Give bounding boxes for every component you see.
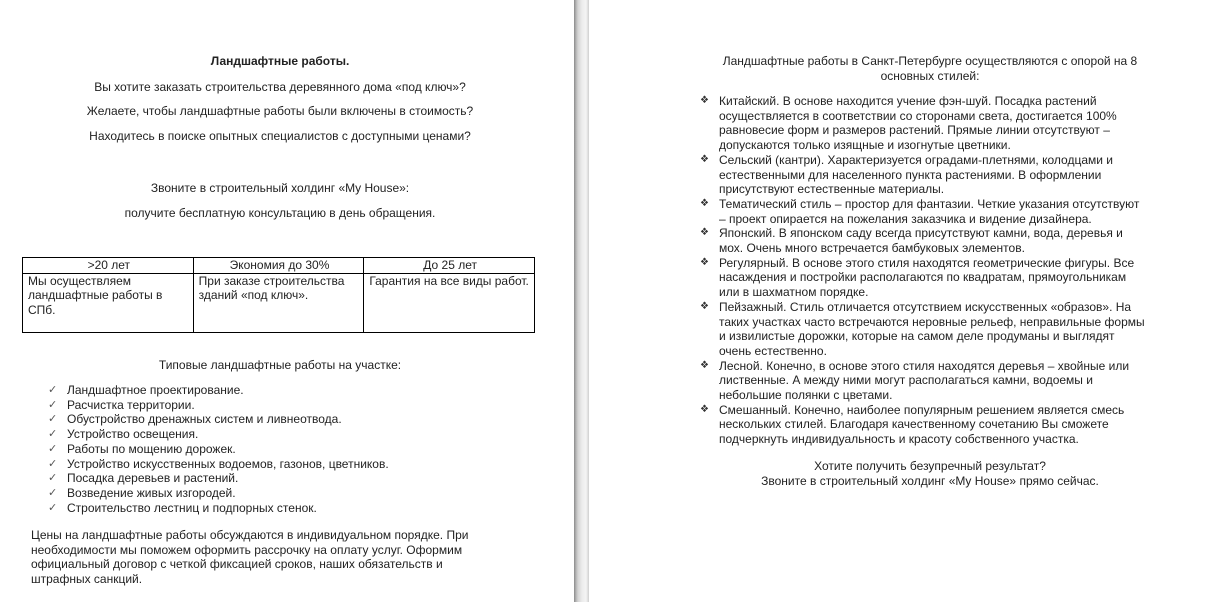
diamond-bullet-icon: ❖ xyxy=(700,153,709,165)
intro-line-3: Находитесь в поиске опытных специалистов с доступными ценами? xyxy=(89,129,471,143)
list-item xyxy=(48,501,389,516)
table-header-cell: >20 лет xyxy=(23,258,194,274)
list-item-line: нескольких стилей. Благодаря качественному сочетанию Вы сможете xyxy=(719,417,1109,432)
list-item-line: насаждения и постройки располагаются по квадратам, прямоугольникам xyxy=(719,270,1127,285)
heading-line: Ландшафтные работы в Санкт-Петербурге осуществляются с опорой на 8 xyxy=(722,54,1138,68)
paragraph-line: штрафных санкций. xyxy=(31,571,143,586)
list-item-line: таких участках часто встречаются неровные рельеф, неправильные формы xyxy=(719,314,1145,329)
list-item-text: Ландшафтное проектирование. xyxy=(67,383,244,397)
list-item-line: естественными для населенного пункта растениями. В оформлении xyxy=(719,167,1102,182)
table-cell: При заказе строительства зданий «под ключ». xyxy=(193,273,364,332)
list-item xyxy=(48,457,389,472)
list-item-text: Расчистка территории. xyxy=(67,397,195,412)
list-item-line: Лесной. Конечно, в основе этого стиля находятся деревья – хвойные или xyxy=(719,358,1130,373)
page-separator xyxy=(574,0,589,602)
list-item xyxy=(48,442,389,457)
list-item-line: и извилистые дорожки, которые на самом деле продуманы и выглядят xyxy=(719,329,1115,344)
list-item xyxy=(48,471,389,486)
table-header-cell: До 25 лет xyxy=(364,258,535,274)
list-item-line: Смешанный. Конечно, наиболее популярным решением является смесь xyxy=(719,402,1125,417)
closing-question: Хотите получить безупречный результат? xyxy=(814,459,1046,473)
list-item xyxy=(48,427,389,442)
list-item-line: лиственные. А между ними могут располагаться камни, водоемы и xyxy=(719,373,1093,388)
list-item-text: Устройство освещения. xyxy=(67,427,199,442)
list-item xyxy=(700,403,1170,447)
diamond-bullet-icon: ❖ xyxy=(700,300,709,312)
list-item-line: подчеркнуть индивидуальность и красоту собственного участка. xyxy=(719,432,1079,447)
table-header-row xyxy=(23,258,535,274)
list-item-line: Японский. В японском саду всегда присутствуют камни, вода, деревья и xyxy=(719,226,1123,241)
list-item-text: Посадка деревьев и растений. xyxy=(67,471,239,486)
checkmark-icon: ✓ xyxy=(48,486,58,499)
diamond-bullet-icon: ❖ xyxy=(700,256,709,268)
paragraph-line: Цены на ландшафтные работы обсуждаются в индивидуальном порядке. При xyxy=(31,528,469,542)
table-cell: Мы осуществляем ландшафтные работы в СПб. xyxy=(23,273,194,332)
call-line: Звоните в строительный холдинг «My House»: xyxy=(150,181,410,195)
list-item xyxy=(700,359,1170,403)
list-item-line: допускаются только изящные и изогнутые цветники. xyxy=(719,138,1011,153)
checkmark-icon: ✓ xyxy=(48,442,58,455)
table-header-cell: Экономия до 30% xyxy=(193,258,364,274)
checkmark-icon: ✓ xyxy=(48,457,58,470)
list-item-line: мох. Очень много встречается бамбуковых элементов. xyxy=(719,241,1025,256)
checkmark-icon: ✓ xyxy=(48,428,58,441)
list-item-text: Устройство искусственных водоемов, газонов, цветников. xyxy=(67,456,389,471)
paragraph-line: необходимости мы поможем оформить рассрочку на оплату услуг. Оформим xyxy=(31,542,463,557)
diamond-bullet-icon: ❖ xyxy=(700,95,709,106)
document-page-left xyxy=(0,0,574,602)
list-item-line: Китайский. В основе находится учение фэн-шуй. Посадка растений xyxy=(719,94,1097,108)
benefits-table xyxy=(22,257,535,333)
list-item-line: – проект опирается на пожелания заказчика и видение дизайнера. xyxy=(719,211,1092,226)
list-item xyxy=(48,398,389,413)
paragraph-line: официальный договор с четкой фиксацией сроков, наших обязательств и xyxy=(31,557,443,571)
typical-works-list xyxy=(48,383,389,515)
list-item xyxy=(700,300,1170,359)
list-item-text: Возведение живых изгородей. xyxy=(67,485,236,500)
checkmark-icon: ✓ xyxy=(48,384,58,396)
page-title: Ландшафтные работы. xyxy=(210,54,350,68)
checkmark-icon: ✓ xyxy=(48,398,58,411)
list-item xyxy=(700,153,1170,197)
heading-line: основных стилей: xyxy=(880,68,980,83)
list-item-line: осуществляется в соответствии со сторонами света, достигается 100% xyxy=(719,108,1117,123)
checkmark-icon: ✓ xyxy=(48,501,58,514)
pricing-paragraph xyxy=(31,528,571,586)
list-item-line: небольшие полянки с цветами. xyxy=(719,388,893,403)
list-item-line: Сельский (кантри). Характеризуется оградами-плетнями, колодцами и xyxy=(719,152,1113,167)
typical-works-heading: Типовые ландшафтные работы на участке: xyxy=(158,358,402,372)
list-item-text: Строительство лестниц и подпорных стенок. xyxy=(67,500,317,515)
list-item xyxy=(48,486,389,501)
list-item-line: Регулярный. В основе этого стиля находятся геометрические фигуры. Все xyxy=(719,255,1135,270)
list-item-line: очень естественно. xyxy=(719,343,827,358)
list-item-line: присутствуют естественные материалы. xyxy=(719,182,945,197)
checkmark-icon: ✓ xyxy=(48,413,58,426)
list-item-line: Тематический стиль – простор для фантазии. Четкие указания отсутствуют xyxy=(719,196,1140,211)
styles-heading xyxy=(600,54,1223,83)
checkmark-icon: ✓ xyxy=(48,472,58,485)
list-item-text: Работы по мощению дорожек. xyxy=(67,441,236,456)
list-item-text: Обустройство дренажных систем и ливнеотвода. xyxy=(67,412,342,427)
diamond-bullet-icon: ❖ xyxy=(700,227,709,239)
list-item xyxy=(700,94,1170,153)
list-item xyxy=(700,226,1170,255)
diamond-bullet-icon: ❖ xyxy=(700,359,709,371)
list-item xyxy=(48,383,389,398)
list-item-line: равновесие форм и размеров растений. Прямые линии отсутствуют – xyxy=(719,123,1110,138)
table-cell: Гарантия на все виды работ. xyxy=(364,273,535,332)
list-item xyxy=(700,256,1170,300)
intro-line-2: Желаете, чтобы ландшафтные работы были включены в стоимость? xyxy=(86,104,474,118)
closing-call: Звоните в строительный холдинг «My House» прямо сейчас. xyxy=(761,474,1099,488)
list-item-line: Пейзажный. Стиль отличается отсутствием искусственных «образов». На xyxy=(719,299,1132,314)
diamond-bullet-icon: ❖ xyxy=(700,197,709,209)
list-item xyxy=(48,412,389,427)
call-subline: получите бесплатную консультацию в день обращения. xyxy=(124,206,436,220)
landscape-styles-list xyxy=(700,94,1170,447)
table-row xyxy=(23,273,535,332)
list-item-line: или в шахматном порядке. xyxy=(719,285,869,300)
intro-line-1: Вы хотите заказать строительства деревянного дома «под ключ»? xyxy=(94,80,466,94)
list-item xyxy=(700,197,1170,226)
diamond-bullet-icon: ❖ xyxy=(700,403,709,415)
